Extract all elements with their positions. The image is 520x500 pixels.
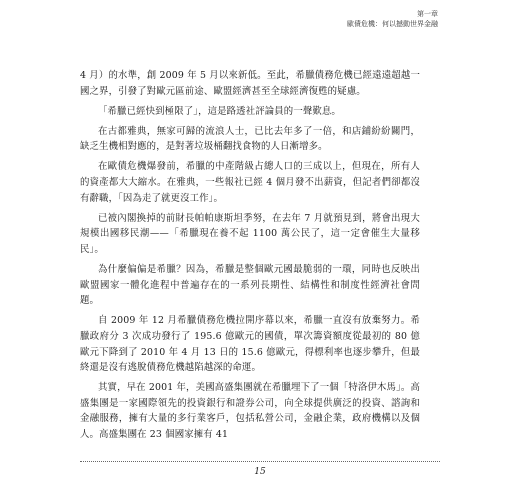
paragraph: 自 2009 年 12 月希臘債務危機拉開序幕以來，希臘一直沒有放棄努力。希臘政府分 3 次成功發行了 195.6 億歐元的國債，單次籌資額度從最初的 80 億歐元下降到了 2010 年 4 月 13 日的 15.6 億歐元，得標利率也逐步攀升，但最終還是沒有逃脫債務危機越陷越深的命運。: [80, 315, 420, 374]
paragraph: 「希臘已經快到極限了」，這是路透社評論員的一聲歎息。: [98, 105, 341, 117]
paragraph: 4 月）的水準，創 2009 年 5 月以來新低。至此，希臘債務危機已經遠遠超越一國之界，引發了對歐元區前途、歐盟經濟甚至全球經濟復甦的疑慮。: [80, 70, 420, 97]
page-number: 15: [254, 467, 266, 477]
chapter-label: 第一章: [417, 10, 438, 18]
running-header: [347, 9, 438, 29]
body-text: [80, 68, 420, 447]
paragraph: 已被內閣換掉的前財長帕帕康斯坦季努，在去年 7 月就預見到，將會出現大規模出國移民潮——「希臘現在養不起 1100 萬公民了，這一定會催生大量移民」。: [80, 212, 420, 255]
footer-divider: [80, 461, 440, 462]
chapter-subtitle: 歐債危機：何以撼動世界金融: [347, 20, 438, 28]
paragraph: 為什麼偏偏是希臘？因為，希臘是整個歐元國最脆弱的一環，同時也反映出歐盟國家一體化進程中普遍存在的一系列長期性、結構性和制度性經濟社會問題。: [80, 264, 420, 307]
paragraph: 在歐債危機爆發前，希臘的中產階級占總人口的三成以上，但現在，所有人的資產都大大縮水。在雅典，一些報社已經 4 個月發不出薪資，但記者們卻都沒有辭職，「因為走了就更沒工作」。: [80, 161, 420, 204]
paragraph: 在古都雅典，無家可歸的流浪人士，已比去年多了一倍，和店鋪紛紛關門，缺乏生機相對應的，是對著垃圾桶翻找食物的人日漸增多。: [80, 125, 420, 153]
paragraph: 其實，早在 2001 年，美國高盛集團就在希臘埋下了一個「特洛伊木馬」。高盛集團是一家國際領先的投資銀行和證券公司，向全球提供廣泛的投資、諮詢和金融服務，擁有大量的多行業客戶，包括私營公司，金融企業，政府機構以及個人。高盛集團在 23 個國家擁有 41: [80, 382, 420, 440]
